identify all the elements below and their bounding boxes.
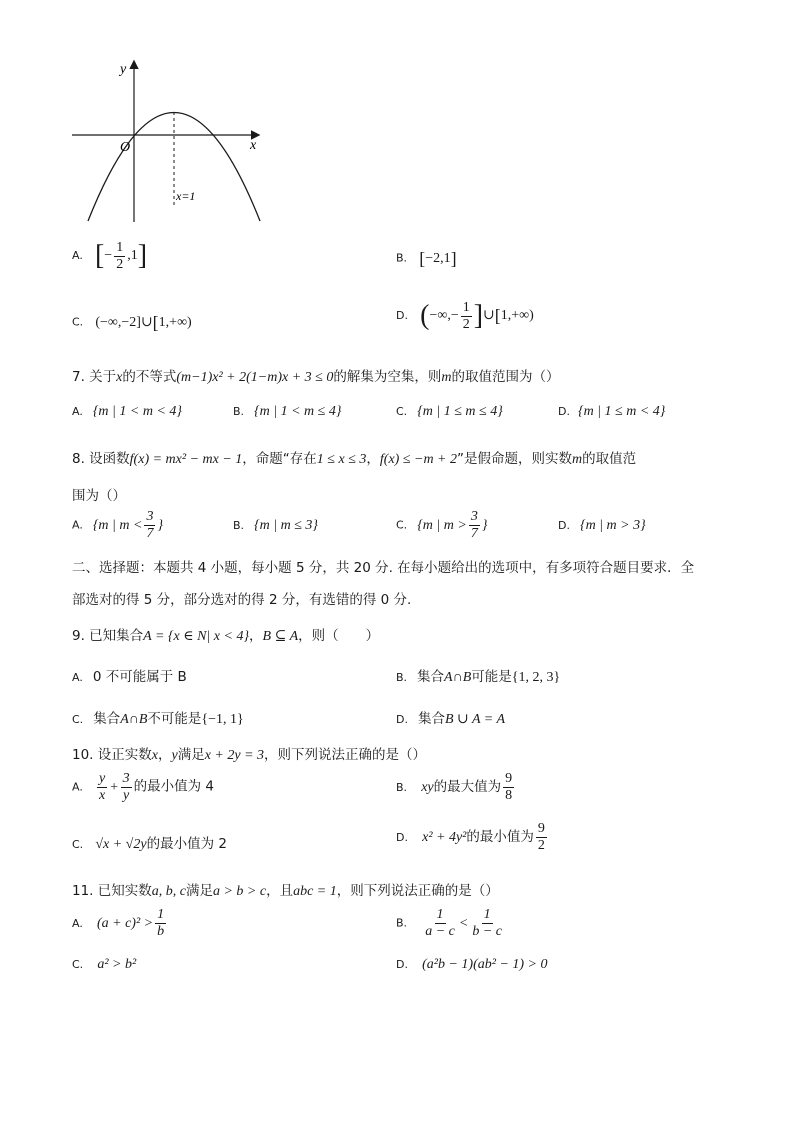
q9-option-a[interactable]: A. 0 不可能属于 B xyxy=(72,669,187,685)
x-axis-label: x xyxy=(250,138,257,153)
section2-heading-line1: 二、选择题：本题共 4 小题，每小题 5 分，共 20 分. 在每小题给出的选项中，有多项符合题目要求．全 xyxy=(72,560,695,576)
q8-option-d[interactable]: D. {m | m > 3} xyxy=(558,518,646,533)
q10-option-d[interactable]: D. x² + 4y²的最小值为 $\frac{9}{2}$ xyxy=(396,821,545,853)
q6-option-a[interactable]: A. [− $\frac{1}{2}$ ,1] xyxy=(72,239,148,272)
option-label: B. xyxy=(396,251,408,265)
parabola-graph xyxy=(66,56,266,226)
option-label: C. xyxy=(72,315,84,329)
line-label: x=1 xyxy=(176,189,196,203)
q7-option-c[interactable]: C. {m | 1 ≤ m ≤ 4} xyxy=(396,404,503,419)
option-label: A. xyxy=(72,249,83,263)
q9-option-c[interactable]: C. 集合A∩B不可能是{−1, 1} xyxy=(72,711,244,727)
q7-option-d[interactable]: D. {m | 1 ≤ m < 4} xyxy=(558,404,666,419)
q8-option-b[interactable]: B. {m | m ≤ 3} xyxy=(233,518,318,533)
option-text: −2,1 xyxy=(425,250,451,266)
q6-option-b[interactable]: B. [−2,1] xyxy=(396,248,457,268)
fraction: $\frac{1}{2}$ xyxy=(116,239,124,272)
q8-option-c[interactable]: C. {m | m > $\frac{3}{7}$ } xyxy=(396,509,488,541)
q11-option-c[interactable]: C. a² > b² xyxy=(72,957,137,972)
fraction: $\frac{1}{2}$ xyxy=(462,299,470,332)
option-text: −∞,− xyxy=(429,308,459,324)
q7-stem: 7. 关于x的不等式(m−1)x² + 2(1−m)x + 3 ≤ 0的解集为空集，则m的取值范围为（） xyxy=(72,369,560,385)
q7-option-a[interactable]: A. {m | 1 < m < 4} xyxy=(72,404,182,419)
union-symbol: ∪ xyxy=(483,308,495,324)
q11-option-a[interactable]: A. (a + c)² > $\frac{1}{b}$ xyxy=(72,907,165,939)
q9-option-b[interactable]: B. 集合A∩B可能是{1, 2, 3} xyxy=(396,669,561,685)
q11-stem: 11. 已知实数a, b, c满足a > b > c，且abc = 1，则下列说法正确的是（） xyxy=(72,883,499,899)
minus: − xyxy=(104,248,113,264)
q10-stem: 10. 设正实数x，y满足x + 2y = 3，则下列说法正确的是（） xyxy=(72,747,427,763)
q10-option-b[interactable]: B. xy的最大值为 $\frac{9}{8}$ xyxy=(396,771,513,803)
q9-stem: 9. 已知集合A = {x ∈ N| x < 4}，B ⊆ A，则（ ） xyxy=(72,628,380,644)
option-text: (−∞,−2] xyxy=(95,314,141,330)
option-tail: 1,+∞) xyxy=(158,314,192,330)
union-symbol: ∪ xyxy=(140,314,153,330)
option-text: ,1 xyxy=(127,248,138,264)
section2-heading-line2: 部选对的得 5 分，部分选对的得 2 分，有选错的得 0 分. xyxy=(72,592,412,608)
q6-option-d[interactable]: D. (−∞,− $\frac{1}{2}$ ]∪[1,+∞) xyxy=(396,299,534,332)
q10-option-a[interactable]: A. $\frac{y}{x}$ + $\frac{3}{y}$ 的最小值为 4 xyxy=(72,771,215,803)
option-tail: 1,+∞) xyxy=(500,308,534,324)
q9-option-d[interactable]: D. 集合B ∪ A = A xyxy=(396,711,506,727)
q6-option-c[interactable]: C. (−∞,−2]∪[1,+∞) xyxy=(72,312,192,332)
q11-option-d[interactable]: D. (a²b − 1)(ab² − 1) > 0 xyxy=(396,957,548,972)
option-label: D. xyxy=(396,309,408,323)
q8-stem-line2: 围为（） xyxy=(72,488,126,504)
q10-option-c[interactable]: C. √x + √2y的最小值为 2 xyxy=(72,836,227,852)
q8-stem-line1: 8. 设函数f(x) = mx² − mx − 1，命题“存在1 ≤ x ≤ 3，f(x) ≤ −m + 2”是假命题，则实数m的取值范 xyxy=(72,451,637,467)
q7-option-b[interactable]: B. {m | 1 < m ≤ 4} xyxy=(233,404,342,419)
origin-label: O xyxy=(120,140,131,155)
q8-option-a[interactable]: A. {m | m < $\frac{3}{7}$ } xyxy=(72,509,164,541)
y-axis-label: y xyxy=(120,62,127,77)
q11-option-b[interactable]: B. $\frac{1}{a - c}$ < $\frac{1}{b - c}$ xyxy=(396,907,502,939)
